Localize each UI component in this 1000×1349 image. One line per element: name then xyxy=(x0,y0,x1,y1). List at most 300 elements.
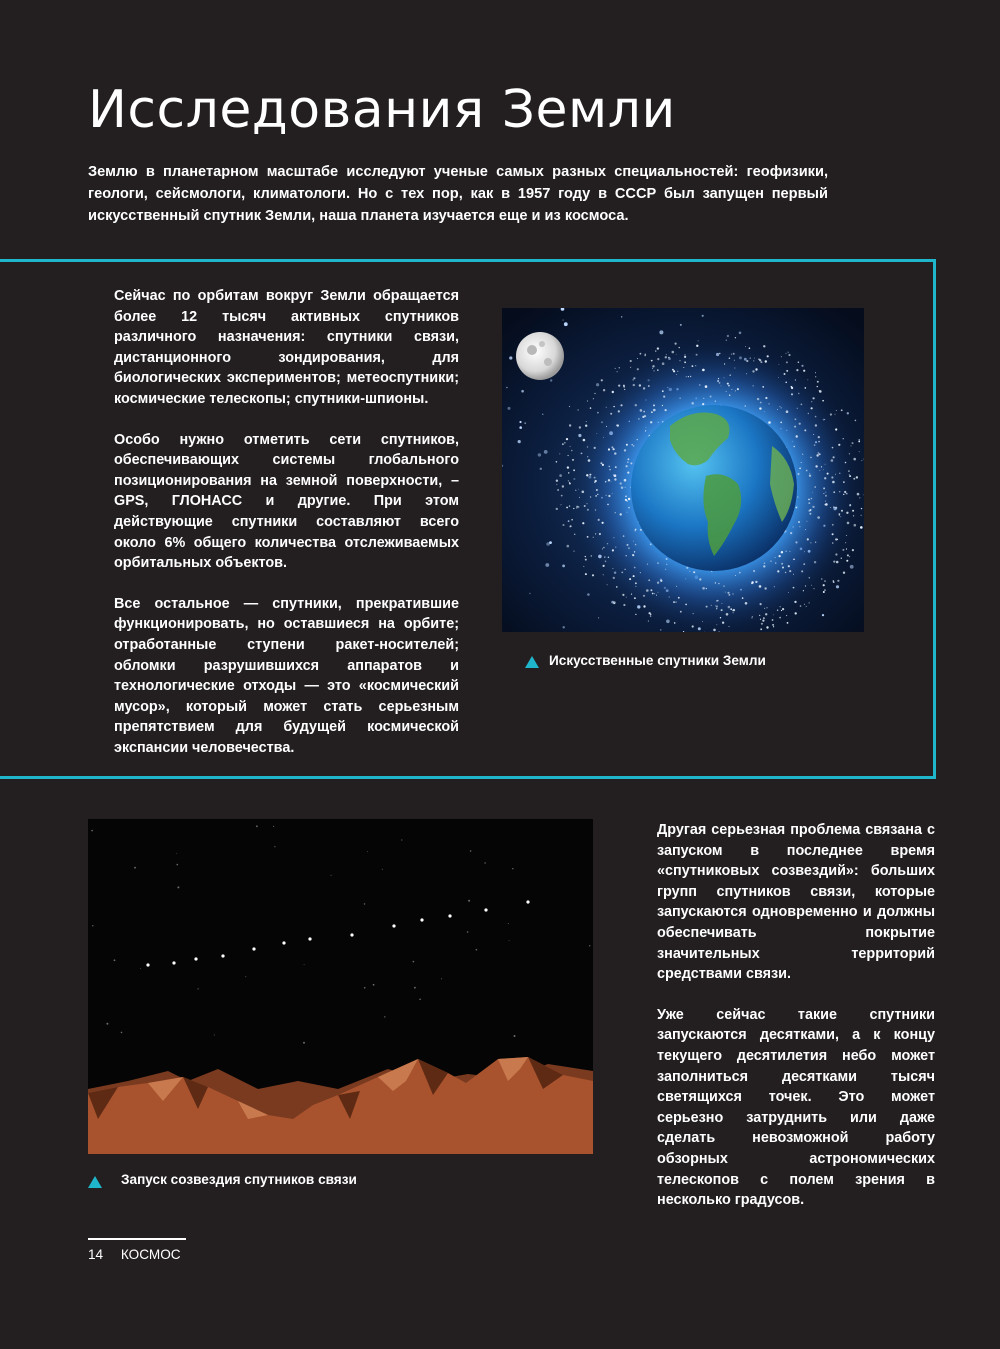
debris-dot xyxy=(846,535,847,536)
debris-dot xyxy=(857,493,860,496)
debris-dot xyxy=(798,521,800,523)
debris-dot xyxy=(614,478,616,480)
debris-dot xyxy=(677,371,678,372)
debris-dot xyxy=(733,353,735,355)
star xyxy=(529,593,530,594)
debris-dot xyxy=(690,376,691,377)
star xyxy=(506,387,508,389)
debris-dot xyxy=(851,445,852,446)
debris-dot xyxy=(564,442,566,444)
debris-dot xyxy=(854,524,857,527)
debris-dot xyxy=(795,612,797,614)
debris-dot xyxy=(556,508,558,510)
debris-dot xyxy=(573,508,574,509)
debris-dot xyxy=(604,556,605,557)
debris-dot xyxy=(635,544,637,546)
debris-dot xyxy=(761,623,763,625)
debris-dot xyxy=(622,594,624,596)
debris-dot xyxy=(572,459,574,461)
debris-dot xyxy=(751,582,753,584)
debris-dot xyxy=(760,628,762,630)
debris-dot xyxy=(620,482,622,484)
debris-dot xyxy=(778,377,779,378)
debris-dot xyxy=(640,572,641,573)
debris-dot xyxy=(824,589,825,590)
debris-dot xyxy=(699,578,701,580)
debris-dot xyxy=(858,441,860,443)
debris-dot xyxy=(710,396,712,398)
debris-dot xyxy=(786,370,788,372)
debris-dot xyxy=(699,384,700,385)
debris-dot xyxy=(782,567,784,569)
debris-dot xyxy=(804,604,805,605)
right-text-column xyxy=(657,820,935,1231)
debris-dot xyxy=(593,537,594,538)
debris-dot xyxy=(618,410,620,412)
debris-dot xyxy=(759,407,761,409)
debris-dot xyxy=(815,465,817,467)
debris-dot xyxy=(788,354,790,356)
debris-dot xyxy=(575,490,576,491)
debris-dot xyxy=(702,370,703,371)
debris-dot xyxy=(802,454,803,455)
debris-dot xyxy=(805,387,807,389)
caption-triangle-icon-2 xyxy=(88,1176,102,1188)
debris-dot xyxy=(625,487,626,488)
debris-dot xyxy=(603,389,605,391)
debris-dot xyxy=(722,622,724,624)
debris-dot xyxy=(662,421,664,423)
section-name: КОСМОС xyxy=(120,1247,181,1262)
debris-dot xyxy=(606,495,607,496)
debris-dot xyxy=(767,355,769,357)
star xyxy=(847,412,849,414)
debris-dot xyxy=(612,493,613,494)
star xyxy=(521,390,524,393)
debris-dot xyxy=(815,376,816,377)
debris-dot xyxy=(830,413,832,415)
debris-dot xyxy=(615,368,616,369)
debris-dot xyxy=(720,617,721,618)
debris-dot xyxy=(634,567,636,569)
debris-dot xyxy=(686,567,688,569)
debris-dot xyxy=(586,474,588,476)
debris-dot xyxy=(835,414,836,415)
star xyxy=(518,440,521,443)
star xyxy=(836,585,839,588)
debris-dot xyxy=(620,404,622,406)
debris-dot xyxy=(843,572,845,574)
debris-dot xyxy=(806,470,808,472)
debris-dot xyxy=(633,541,634,542)
debris-dot xyxy=(559,474,562,477)
debris-dot xyxy=(672,351,675,354)
debris-dot xyxy=(737,388,739,390)
debris-dot xyxy=(587,456,588,457)
star xyxy=(562,319,563,320)
debris-dot xyxy=(801,570,803,572)
debris-dot xyxy=(813,397,815,399)
debris-dot xyxy=(799,468,801,470)
debris-dot xyxy=(831,476,833,478)
satellite-dot xyxy=(392,924,395,927)
debris-dot xyxy=(764,587,766,589)
debris-dot xyxy=(619,367,620,368)
debris-dot xyxy=(678,597,680,599)
debris-dot xyxy=(745,346,746,347)
debris-dot xyxy=(832,542,834,544)
faint-star xyxy=(512,868,513,869)
satellite-dot xyxy=(526,900,529,903)
debris-dot xyxy=(809,602,810,603)
faint-star xyxy=(508,923,509,924)
debris-dot xyxy=(833,561,835,563)
debris-dot xyxy=(628,547,630,549)
debris-dot xyxy=(685,604,687,606)
debris-dot xyxy=(633,384,635,386)
faint-star xyxy=(245,976,246,977)
debris-dot xyxy=(823,591,825,593)
debris-dot xyxy=(590,407,592,409)
debris-dot xyxy=(612,391,614,393)
debris-dot xyxy=(779,617,781,619)
debris-dot xyxy=(615,547,616,548)
faint-star xyxy=(441,978,442,979)
debris-dot xyxy=(695,365,696,366)
debris-dot xyxy=(648,385,650,387)
box-paragraph-1: Сейчас по орбитам вокруг Земли обращается более 12 тысяч активных спутников различного назначения: спутники связи, дистанционного зондирования, для биологических экспериментов; метеоспутники; космические телескопы; спутники-шпионы. xyxy=(114,288,459,407)
debris-dot xyxy=(692,365,694,367)
satellite-dot xyxy=(282,941,285,944)
debris-dot xyxy=(779,364,780,365)
debris-dot xyxy=(598,519,600,521)
debris-dot xyxy=(645,430,646,431)
debris-dot xyxy=(765,613,767,615)
debris-dot xyxy=(676,374,677,375)
debris-dot xyxy=(772,624,774,626)
debris-dot xyxy=(556,461,558,463)
debris-dot xyxy=(845,542,846,543)
debris-dot xyxy=(832,533,834,535)
debris-dot xyxy=(654,370,655,371)
faint-star xyxy=(198,988,199,989)
faint-star xyxy=(589,945,590,946)
debris-dot xyxy=(556,484,557,485)
debris-dot xyxy=(706,606,708,608)
debris-dot xyxy=(594,393,595,394)
debris-dot xyxy=(813,434,814,435)
debris-dot xyxy=(794,426,796,428)
debris-dot xyxy=(819,470,820,471)
debris-dot xyxy=(752,616,753,617)
debris-dot xyxy=(628,507,630,509)
debris-dot xyxy=(843,494,844,495)
debris-dot xyxy=(750,358,751,359)
star xyxy=(562,565,565,568)
debris-dot xyxy=(849,556,850,557)
debris-dot xyxy=(768,421,771,424)
debris-dot xyxy=(652,593,654,595)
debris-dot xyxy=(692,625,694,627)
debris-dot xyxy=(773,615,774,616)
debris-dot xyxy=(855,420,857,422)
debris-dot xyxy=(556,480,558,482)
page-number: 14 xyxy=(88,1247,104,1262)
debris-dot xyxy=(805,529,806,530)
debris-dot xyxy=(762,386,764,388)
debris-dot xyxy=(582,491,585,494)
faint-star xyxy=(514,1035,516,1037)
debris-dot xyxy=(852,442,854,444)
debris-dot xyxy=(609,469,611,471)
debris-dot xyxy=(716,605,718,607)
debris-dot xyxy=(749,347,751,349)
debris-dot xyxy=(653,404,655,406)
debris-dot xyxy=(648,620,649,621)
debris-dot xyxy=(607,504,609,506)
debris-dot xyxy=(823,493,824,494)
debris-dot xyxy=(628,458,630,460)
debris-dot xyxy=(757,398,759,400)
debris-dot xyxy=(673,370,675,372)
debris-dot xyxy=(612,568,613,569)
debris-dot xyxy=(786,430,787,431)
star xyxy=(519,426,522,429)
debris-dot xyxy=(733,609,735,611)
debris-dot xyxy=(689,571,690,572)
debris-dot xyxy=(588,459,591,462)
debris-dot xyxy=(611,446,613,448)
debris-dot xyxy=(662,405,663,406)
debris-dot xyxy=(658,422,659,423)
debris-dot xyxy=(799,423,801,425)
debris-dot xyxy=(825,503,828,506)
debris-dot xyxy=(597,412,599,414)
debris-dot xyxy=(666,558,668,560)
faint-star xyxy=(367,851,368,852)
debris-dot xyxy=(789,570,791,572)
debris-dot xyxy=(579,426,581,428)
debris-dot xyxy=(698,341,699,342)
debris-dot xyxy=(658,592,659,593)
debris-dot xyxy=(585,425,587,427)
debris-dot xyxy=(798,393,799,394)
star xyxy=(524,422,526,424)
debris-dot xyxy=(825,495,827,497)
debris-dot xyxy=(773,626,774,627)
debris-dot xyxy=(770,561,771,562)
debris-dot xyxy=(716,608,717,609)
debris-dot xyxy=(846,493,848,495)
debris-dot xyxy=(825,501,826,502)
star xyxy=(787,352,789,354)
debris-dot xyxy=(606,407,607,408)
debris-dot xyxy=(797,473,799,475)
debris-dot xyxy=(803,590,804,591)
star xyxy=(596,383,599,386)
debris-dot xyxy=(626,555,627,556)
debris-dot xyxy=(630,367,631,368)
debris-dot xyxy=(637,439,638,440)
earth-satellites-image xyxy=(502,308,864,632)
debris-dot xyxy=(794,601,796,603)
debris-dot xyxy=(637,368,639,370)
debris-dot xyxy=(665,569,666,570)
debris-dot xyxy=(643,605,645,607)
moon xyxy=(516,332,564,380)
debris-dot xyxy=(615,466,617,468)
debris-dot xyxy=(786,410,789,413)
debris-dot xyxy=(640,353,642,355)
star xyxy=(659,330,663,334)
debris-dot xyxy=(627,462,628,463)
debris-dot xyxy=(727,383,729,385)
debris-dot xyxy=(819,390,822,393)
debris-dot xyxy=(830,507,831,508)
debris-dot xyxy=(635,586,636,587)
debris-dot xyxy=(832,481,835,484)
star xyxy=(550,379,552,381)
debris-dot xyxy=(674,622,676,624)
debris-dot xyxy=(839,491,840,492)
debris-dot xyxy=(825,464,826,465)
debris-dot xyxy=(781,356,782,357)
debris-dot xyxy=(777,570,779,572)
debris-dot xyxy=(824,580,826,582)
debris-dot xyxy=(780,422,782,424)
debris-dot xyxy=(611,481,612,482)
satellite-dot xyxy=(420,918,423,921)
debris-dot xyxy=(831,459,834,462)
debris-dot xyxy=(680,398,681,399)
debris-dot xyxy=(702,587,705,590)
debris-dot xyxy=(853,478,855,480)
debris-dot xyxy=(600,462,602,464)
debris-dot xyxy=(587,401,588,402)
debris-dot xyxy=(763,345,765,347)
debris-dot xyxy=(650,589,652,591)
debris-dot xyxy=(846,548,847,549)
debris-dot xyxy=(803,370,805,372)
debris-dot xyxy=(760,402,762,404)
satellite-dot xyxy=(484,908,487,911)
debris-dot xyxy=(752,370,754,372)
debris-dot xyxy=(638,418,640,420)
debris-dot xyxy=(591,555,593,557)
debris-dot xyxy=(806,521,807,522)
debris-dot xyxy=(609,466,610,467)
debris-dot xyxy=(711,605,712,606)
debris-dot xyxy=(798,361,800,363)
debris-dot xyxy=(684,356,686,358)
satellite-dot xyxy=(308,937,311,940)
debris-dot xyxy=(844,491,846,493)
debris-dot xyxy=(627,544,629,546)
debris-dot xyxy=(811,585,812,586)
debris-dot xyxy=(680,611,682,613)
debris-dot xyxy=(795,541,797,543)
debris-dot xyxy=(764,608,765,609)
debris-dot xyxy=(836,561,839,564)
figure-caption-constellation: Запуск созвездия спутников связи xyxy=(121,1172,357,1187)
debris-dot xyxy=(777,409,778,410)
debris-dot xyxy=(823,584,825,586)
debris-dot xyxy=(729,357,731,359)
debris-dot xyxy=(833,491,835,493)
debris-dot xyxy=(795,418,797,420)
debris-dot xyxy=(599,533,601,535)
faint-star xyxy=(373,984,375,986)
debris-dot xyxy=(719,382,721,384)
debris-dot xyxy=(703,398,704,399)
debris-dot xyxy=(669,596,670,597)
debris-dot xyxy=(796,369,798,371)
debris-dot xyxy=(793,526,794,527)
debris-dot xyxy=(841,558,842,559)
faint-star xyxy=(364,903,365,904)
debris-dot xyxy=(715,401,716,402)
debris-dot xyxy=(635,530,636,531)
debris-dot xyxy=(626,597,627,598)
debris-dot xyxy=(719,631,720,632)
debris-dot xyxy=(745,405,746,406)
debris-dot xyxy=(793,574,794,575)
debris-dot xyxy=(673,601,675,603)
debris-dot xyxy=(818,441,820,443)
debris-dot xyxy=(817,516,820,519)
debris-dot xyxy=(647,564,648,565)
debris-dot xyxy=(652,368,653,369)
debris-dot xyxy=(624,389,625,390)
debris-dot xyxy=(605,561,607,563)
debris-dot xyxy=(781,407,782,408)
debris-dot xyxy=(608,495,610,497)
debris-dot xyxy=(815,424,817,426)
debris-dot xyxy=(728,606,731,609)
debris-dot xyxy=(566,507,568,509)
debris-dot xyxy=(640,409,643,412)
debris-dot xyxy=(839,473,840,474)
debris-dot xyxy=(630,462,632,464)
debris-dot xyxy=(576,506,578,508)
star xyxy=(545,563,549,567)
debris-dot xyxy=(832,524,834,526)
debris-dot xyxy=(804,551,805,552)
debris-dot xyxy=(808,502,810,504)
debris-dot xyxy=(751,617,752,618)
debris-dot xyxy=(729,374,731,376)
debris-dot xyxy=(859,497,860,498)
debris-dot xyxy=(718,583,719,584)
debris-dot xyxy=(846,512,848,514)
debris-dot xyxy=(784,373,786,375)
star xyxy=(538,453,541,456)
debris-dot xyxy=(823,469,824,470)
debris-dot xyxy=(696,354,698,356)
debris-dot xyxy=(631,444,633,446)
debris-dot xyxy=(856,476,858,478)
debris-dot xyxy=(560,504,561,505)
box-text-column xyxy=(114,286,459,778)
debris-dot xyxy=(841,409,843,411)
debris-dot xyxy=(862,460,863,461)
footer-rule xyxy=(88,1238,186,1240)
debris-dot xyxy=(666,564,667,565)
star xyxy=(598,617,599,618)
faint-star xyxy=(384,1016,385,1017)
debris-dot xyxy=(860,526,863,529)
debris-dot xyxy=(616,425,617,426)
